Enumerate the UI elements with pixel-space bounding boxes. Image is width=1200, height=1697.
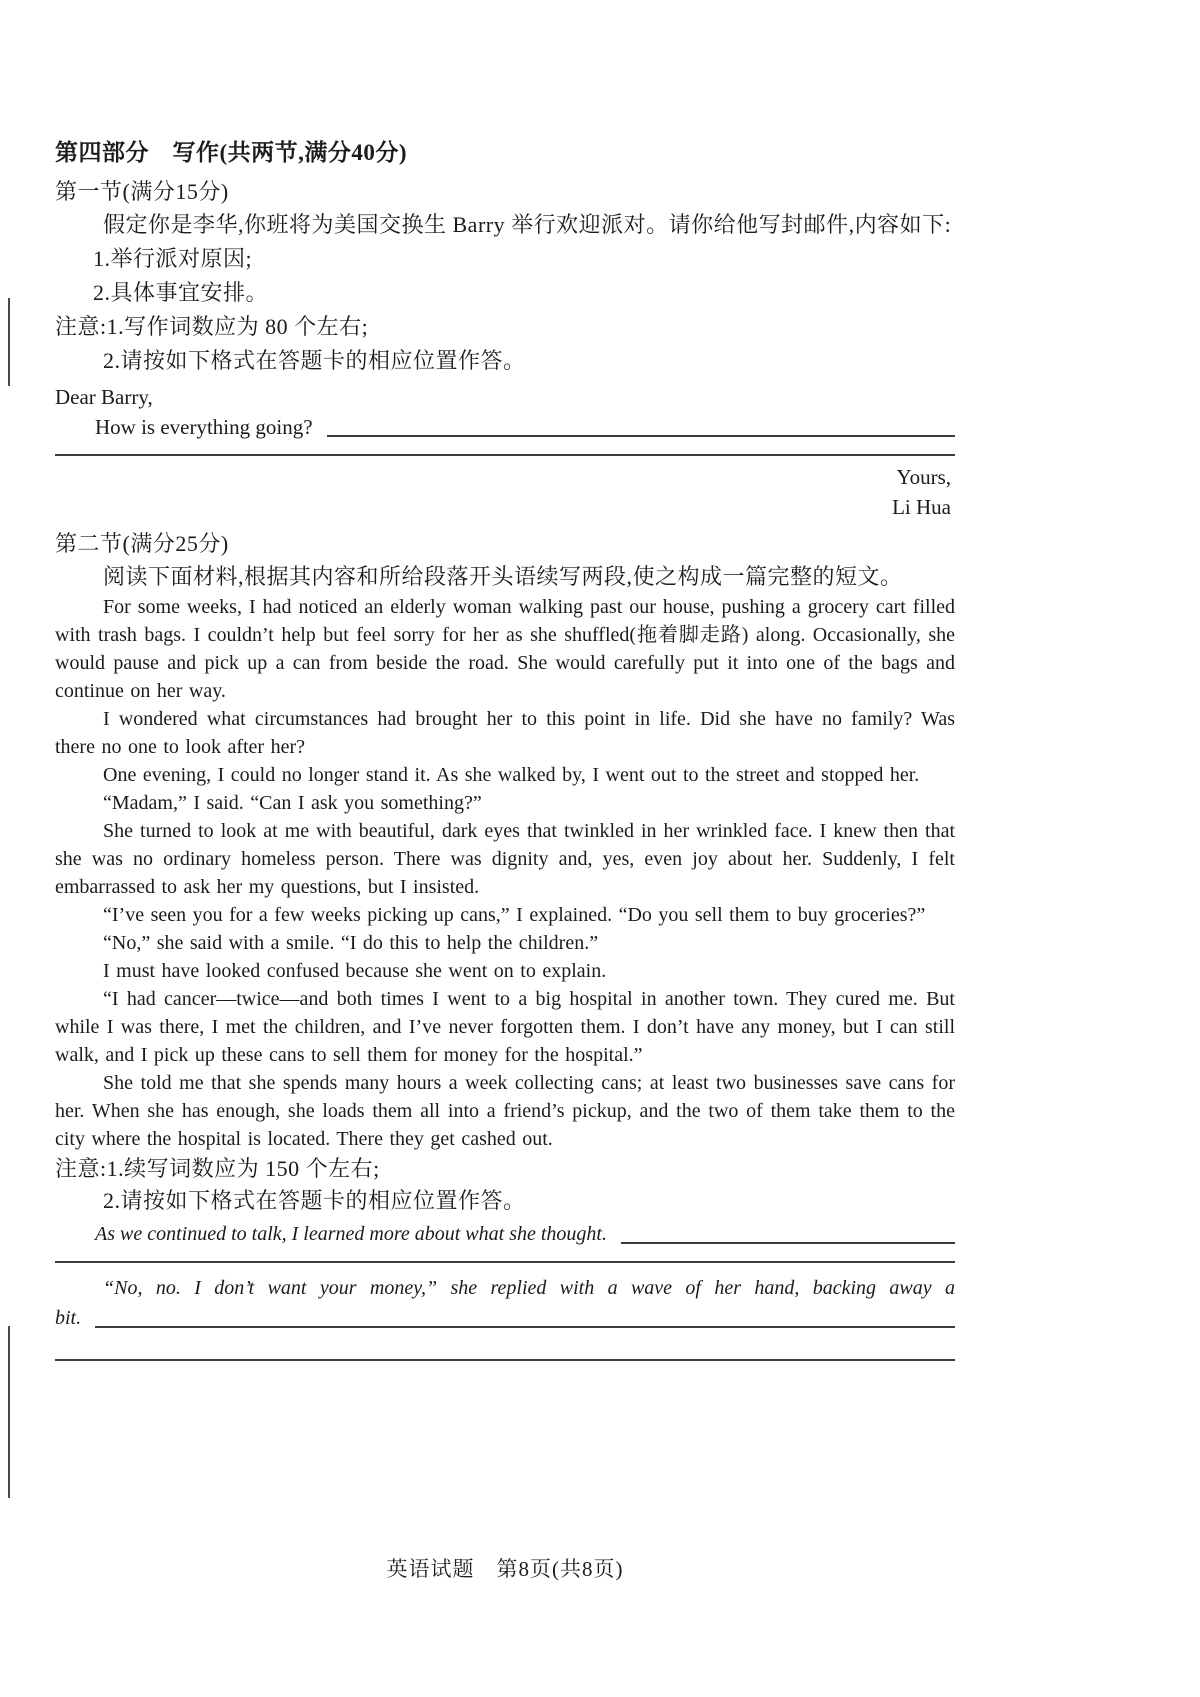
- section1-prompt: 假定你是李华,你班将为美国交换生 Barry 举行欢迎派对。请你给他写封邮件,内容如下:: [103, 212, 952, 237]
- scan-mark-left-bottom: [8, 1326, 10, 1498]
- continuation2-blank-line: [95, 1325, 955, 1328]
- part4-heading: 第四部分 写作(共两节,满分40分): [55, 140, 408, 165]
- continuation2-lead-line2: bit.: [55, 1307, 82, 1329]
- section1-note-1: 注意:1.写作词数应为 80 个左右;: [55, 314, 369, 339]
- section1-point-1: 1.举行派对原因;: [93, 246, 253, 271]
- scan-mark-left-top: [8, 298, 10, 386]
- continuation2-rule-line: [55, 1359, 955, 1361]
- section2-note-2: 2.请按如下格式在答题卡的相应位置作答。: [103, 1188, 526, 1213]
- letter-signature: Li Hua: [892, 495, 951, 519]
- story-paragraph: She turned to look at me with beautiful, dark eyes that twinkled in her wrinkled face. I knew then that she was no ordinary homeless person. There was dignity and, yes, even joy about her. Suddenly, I felt embarrassed to ask her my questions, but I insisted.: [55, 820, 955, 898]
- section1-title: 第一节(满分15分): [55, 179, 229, 204]
- reading-material: [55, 593, 955, 1153]
- section1-note-2: 2.请按如下格式在答题卡的相应位置作答。: [103, 348, 526, 373]
- story-paragraph: She told me that she spends many hours a week collecting cans; at least two businesses save cans for her. When she has enough, she loads them all into a friend’s pickup, and the two of them take them to the city where the hospital is located. There they get cashed out.: [55, 1072, 955, 1150]
- story-paragraph: “I’ve seen you for a few weeks picking up cans,” I explained. “Do you sell them to buy groceries?”: [103, 904, 926, 926]
- letter-opening-sentence: How is everything going?: [95, 415, 313, 439]
- section2-title: 第二节(满分25分): [55, 531, 229, 556]
- section2-instruction: 阅读下面材料,根据其内容和所给段落开头语续写两段,使之构成一篇完整的短文。: [103, 564, 903, 589]
- story-paragraph: “No,” she said with a smile. “I do this to help the children.”: [103, 932, 599, 954]
- answer-blank-line: [327, 434, 955, 437]
- continuation1-rule-line: [55, 1261, 955, 1263]
- continuation2-lead-line1: “No, no. I don’t want your money,” she replied with a wave of her hand, backing away a: [103, 1277, 955, 1299]
- story-paragraph: I wondered what circumstances had brought her to this point in life. Did she have no family? Was there no one to look after her?: [55, 708, 955, 758]
- continuation1-blank-line: [621, 1241, 955, 1244]
- story-paragraph: I must have looked confused because she went on to explain.: [103, 960, 607, 982]
- story-paragraph: For some weeks, I had noticed an elderly woman walking past our house, pushing a grocery cart filled with trash bags. I couldn’t help but feel sorry for her as she shuffled(拖着脚走路) along. Occasionally, she would pause and pick up a can from beside the road. She would carefully put it into one of the bags and continue on her way.: [55, 596, 955, 702]
- exam-page-content: [55, 138, 955, 1361]
- page-footer: 英语试题 第8页(共8页): [386, 1557, 624, 1581]
- story-paragraph: One evening, I could no longer stand it. As she walked by, I went out to the street and stopped her.: [103, 764, 920, 786]
- story-paragraph: “I had cancer—twice—and both times I went to a big hospital in another town. They cured me. But while I was there, I met the children, and I’ve never forgotten them. I don’t have any money, but I can still walk, and I pick up these cans to sell them for money for the hospital.”: [55, 988, 955, 1066]
- continuation1-lead: As we continued to talk, I learned more about what she thought.: [95, 1223, 607, 1245]
- letter-salutation: Dear Barry,: [55, 385, 153, 409]
- story-paragraph: “Madam,” I said. “Can I ask you something?”: [103, 792, 482, 814]
- answer-rule-line: [55, 454, 955, 456]
- section1-point-2: 2.具体事宜安排。: [93, 280, 269, 305]
- letter-closing: Yours,: [896, 465, 951, 489]
- section2-note-1: 注意:1.续写词数应为 150 个左右;: [55, 1156, 380, 1181]
